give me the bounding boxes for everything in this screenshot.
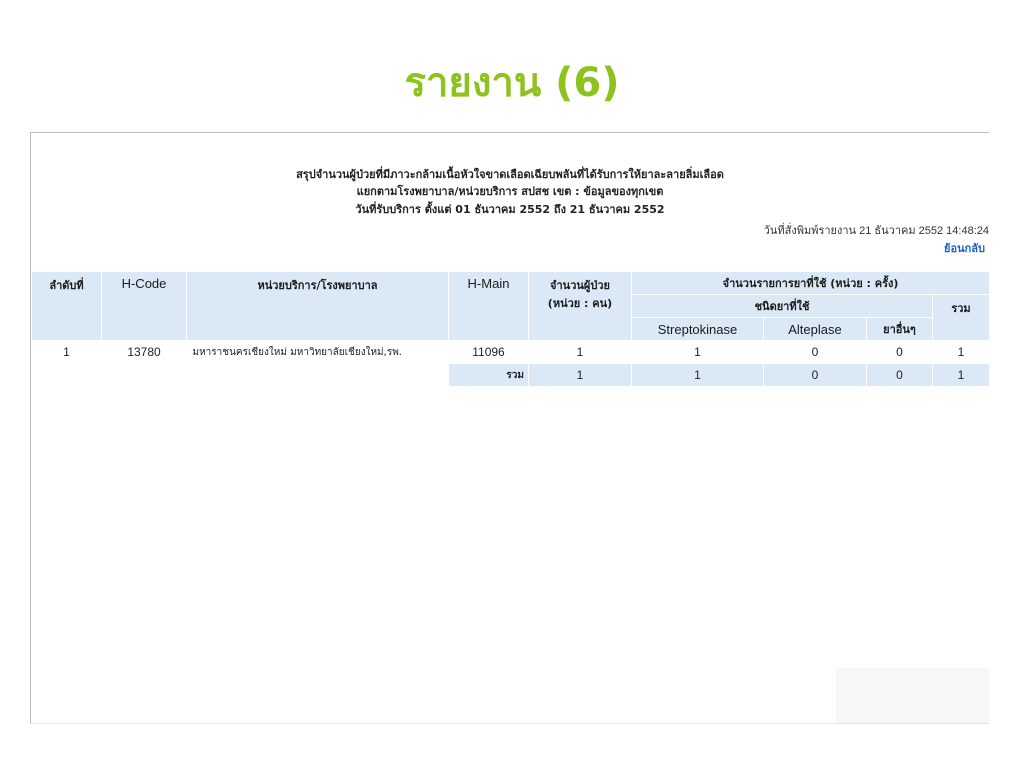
row-no: 1 — [63, 345, 70, 360]
report-table — [31, 271, 990, 387]
header-hmain: H-Main — [449, 272, 529, 341]
row-unit-name: มหาราชนครเชียงใหม่ มหาวิทยาลัยเชียงใหม่,รพ. — [192, 346, 402, 358]
total-other-drug: 0 — [867, 364, 933, 387]
row-other-drug: 0 — [896, 345, 903, 359]
report-frame — [30, 132, 989, 724]
total-patients: 1 — [529, 364, 632, 387]
row-patients: 1 — [576, 345, 584, 359]
header-patients — [529, 272, 632, 341]
faded-overlay — [836, 668, 989, 723]
header-hcode: H-Code — [102, 272, 187, 341]
total-row — [32, 364, 990, 387]
slide-title: รายงาน (6) — [404, 60, 620, 106]
printed-timestamp: วันที่สั่งพิมพ์รายงาน 21 ธันวาคม 2552 14:48:24 — [763, 225, 989, 237]
total-streptokinase: 1 — [632, 364, 764, 387]
header-alteplase: Alteplase — [764, 318, 867, 341]
back-link[interactable]: ย้อนกลับ — [944, 242, 985, 255]
total-blank — [102, 364, 187, 387]
header-streptokinase: Streptokinase — [632, 318, 764, 341]
row-hmain: 11096 — [472, 345, 505, 359]
header-drug-type: ชนิดยาที่ใช้ — [632, 295, 933, 318]
table-row — [32, 341, 990, 364]
header-no: ลำดับที่ — [32, 272, 102, 341]
header-patients-unit: (หน่วย : คน) — [547, 297, 613, 310]
total-alteplase: 0 — [764, 364, 867, 387]
total-total: 1 — [933, 364, 990, 387]
row-streptokinase: 1 — [694, 345, 701, 359]
total-blank — [32, 364, 102, 387]
row-hcode: 13780 — [127, 345, 161, 360]
header-drug-group: จำนวนรายการยาที่ใช้ (หน่วย : ครั้ง) — [632, 272, 990, 295]
row-alteplase: 0 — [811, 345, 819, 359]
header-total: รวม — [933, 295, 990, 341]
report-subheading: แยกตามโรงพยาบาล/หน่วยบริการ สปสช เขต : ข้อมูลของทุกเขต — [356, 185, 664, 198]
total-label: รวม — [449, 364, 529, 387]
header-other-drug: ยาอื่นๆ — [867, 318, 933, 341]
report-heading: สรุปจำนวนผู้ป่วยที่มีภาวะกล้ามเนื้อหัวใจขาดเลือดเฉียบพลันที่ได้รับการให้ยาละลายลิ่มเลือด — [296, 168, 724, 181]
header-unit: หน่วยบริการ/โรงพยาบาล — [187, 272, 449, 341]
total-blank — [187, 364, 449, 387]
row-total: 1 — [957, 345, 965, 359]
report-date-range: วันที่รับบริการ ตั้งแต่ 01 ธันวาคม 2552 ถึง 21 ธันวาคม 2552 — [355, 203, 665, 216]
header-patients-label: จำนวนผู้ป่วย — [550, 279, 610, 292]
